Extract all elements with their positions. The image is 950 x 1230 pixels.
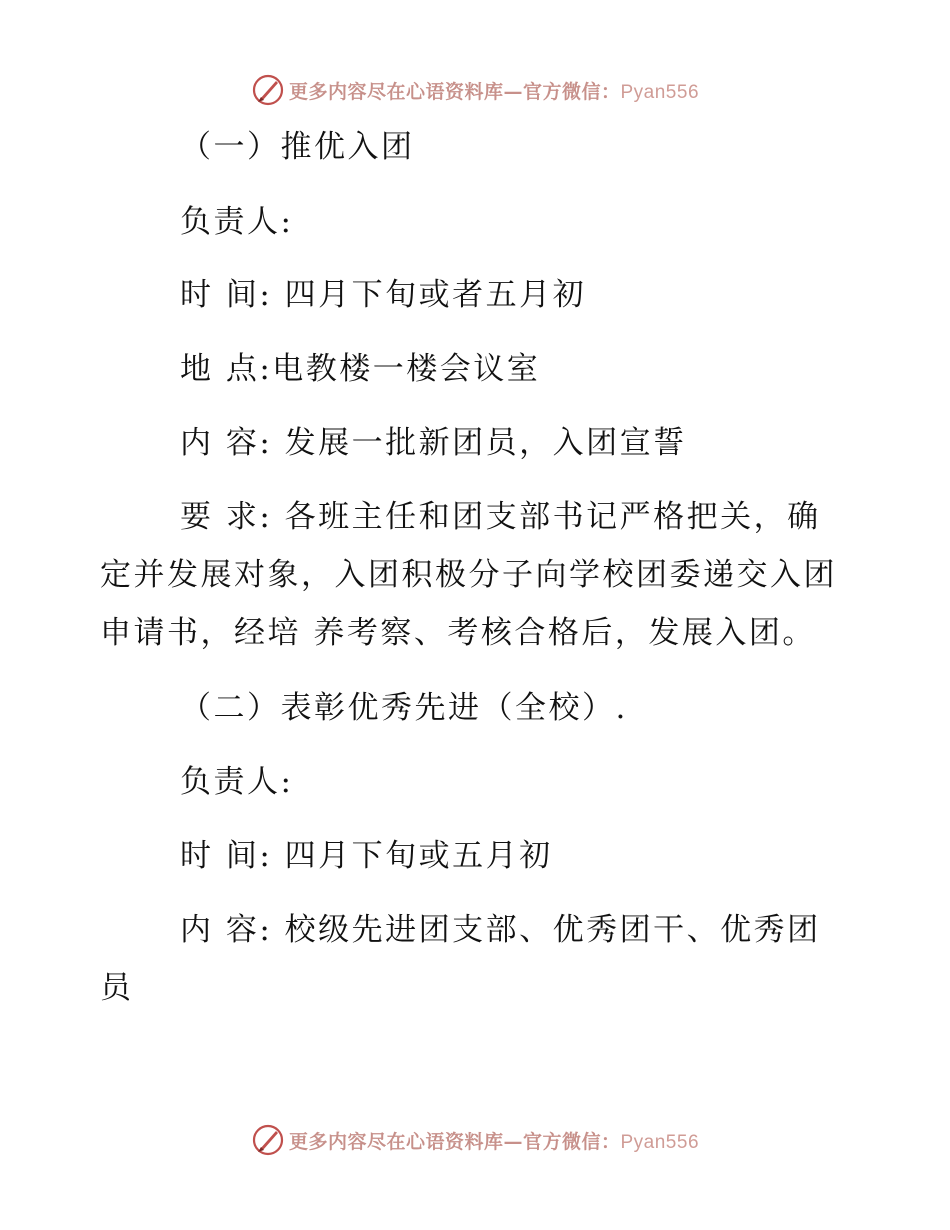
content-2-line-2: 员 bbox=[100, 970, 134, 1006]
responsible-person-2: 负责人: bbox=[180, 764, 294, 800]
requirement-line-3: 申请书，经培 养考察、考核合格后，发展入团。 bbox=[100, 615, 816, 651]
responsible-person-1: 负责人: bbox=[180, 204, 294, 240]
requirement-line-1: 要 求: 各班主任和团支部书记严格把关，确 bbox=[180, 499, 821, 535]
location-1: 地 点:电教楼一楼会议室 bbox=[180, 351, 541, 387]
content-2-line-1: 内 容: 校级先进团支部、优秀团干、优秀团 bbox=[180, 912, 821, 948]
quill-pen-logo-icon bbox=[251, 73, 285, 107]
watermark-banner-top bbox=[0, 70, 950, 110]
time-2: 时 间: 四月下旬或五月初 bbox=[180, 838, 553, 874]
requirement-line-2: 定并发展对象，入团积极分子向学校团委递交入团 bbox=[100, 557, 837, 593]
section-heading-1: （一）推优入团 bbox=[180, 129, 415, 165]
watermark-text: 更多内容尽在心语资料库—官方微信：Pyan556 bbox=[288, 1130, 700, 1153]
section-heading-2: （二）表彰优秀先进（全校）. bbox=[180, 690, 628, 726]
watermark-text: 更多内容尽在心语资料库—官方微信：Pyan556 bbox=[288, 80, 700, 103]
watermark-banner-bottom bbox=[0, 1120, 950, 1160]
content-1: 内 容: 发展一批新团员，入团宣誓 bbox=[180, 425, 687, 461]
quill-pen-logo-icon bbox=[251, 1123, 285, 1157]
time-1: 时 间: 四月下旬或者五月初 bbox=[180, 277, 587, 313]
